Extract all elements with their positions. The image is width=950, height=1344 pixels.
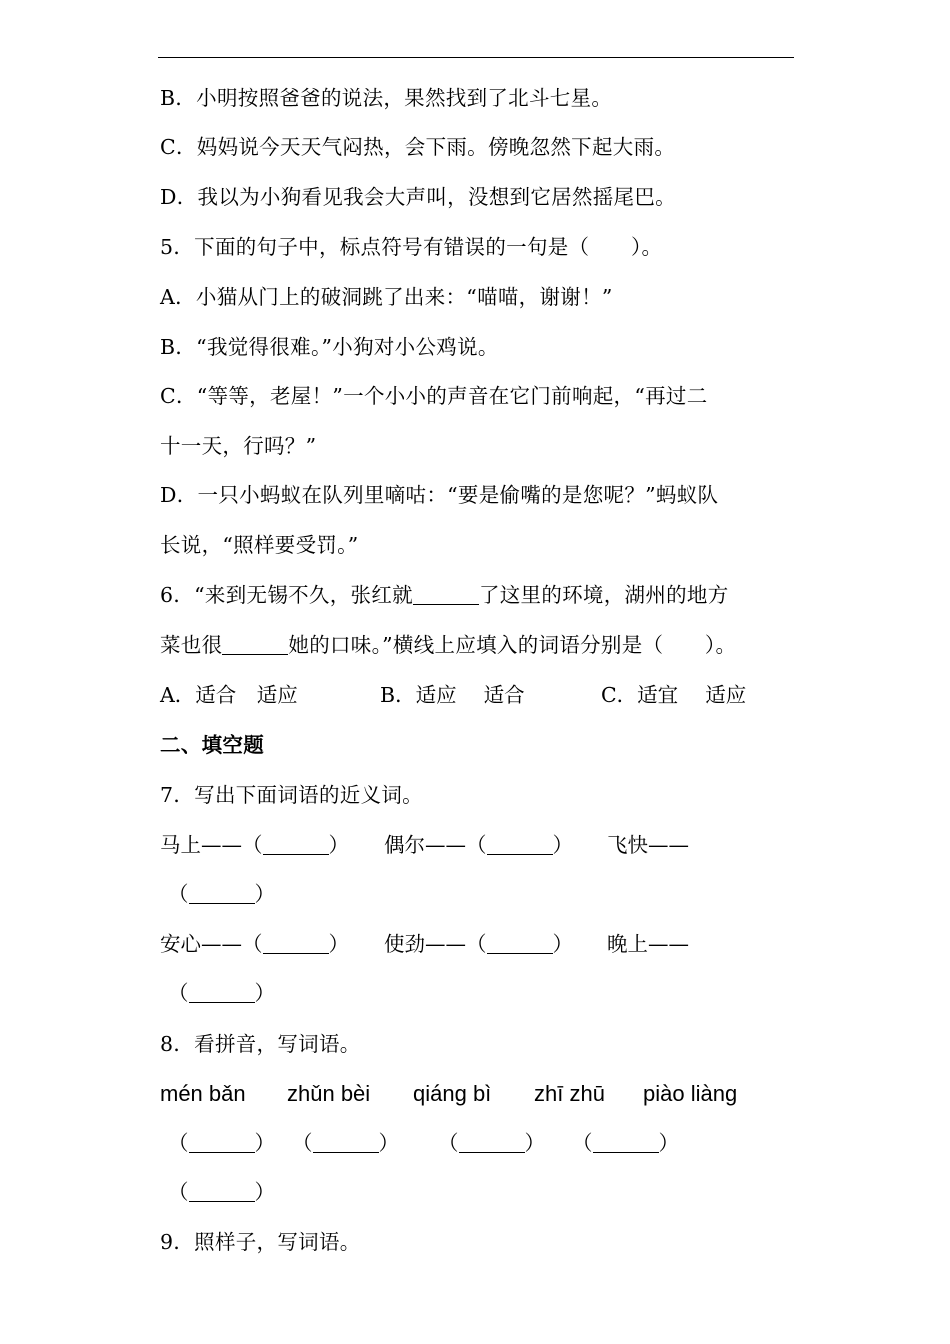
paren-open: （: [242, 932, 263, 956]
q6-line1-text-b: 了这里的环境，湖州的地方: [478, 583, 729, 607]
q8-answer-blank-5[interactable]: [189, 1181, 255, 1202]
q7-answer-blank-6[interactable]: [189, 982, 255, 1003]
q5-stem: 5．下面的句子中，标点符号有错误的一句是（ ）。: [160, 235, 663, 259]
paren-close: ）: [552, 932, 573, 956]
paren-open: （: [168, 882, 189, 906]
q8-answer-1: [168, 1130, 275, 1156]
paren-open: （: [292, 1131, 313, 1155]
q6-option-b: B．适应 适合: [380, 683, 525, 707]
q8-answer-blank-1[interactable]: [189, 1132, 255, 1153]
q7-item-1: [160, 832, 349, 858]
section-title-fill-in: 二、填空题: [160, 733, 264, 757]
q8-answer-blank-4[interactable]: [593, 1132, 659, 1153]
q5-option-a: A．小猫从门上的破洞跳了出来：“喵喵，谢谢！”: [160, 285, 613, 309]
paren-close: ）: [658, 1131, 679, 1155]
q8-answer-3: [438, 1130, 545, 1156]
paren-open: （: [466, 932, 487, 956]
q9-stem: 9．照样子，写词语。: [160, 1230, 361, 1254]
q4-option-d: D．我以为小狗看见我会大声叫，没想到它居然摇尾巴。: [160, 185, 676, 209]
q8-pinyin-3: qiáng bì: [413, 1081, 492, 1106]
q7-item-2: [384, 832, 573, 858]
q7-answer-blank-2[interactable]: [487, 834, 553, 855]
q7-answer-blank-5[interactable]: [487, 933, 553, 954]
q6-line2-text-b: 她的口味。”横线上应填入的词语分别是（ ）。: [288, 633, 737, 657]
q4-option-b: B．小明按照爸爸的说法，果然找到了北斗七星。: [160, 86, 613, 110]
q5-option-d-line1: D．一只小蚂蚁在队列里嘀咕：“要是偷嘴的是您呢？”蚂蚁队: [160, 483, 719, 507]
paren-open: （: [168, 1180, 189, 1204]
q7-item-6-answer: [168, 980, 275, 1006]
q8-answer-4: [572, 1130, 679, 1156]
q8-answer-5: [168, 1179, 275, 1205]
q6-blank-2[interactable]: [222, 634, 288, 655]
q6-line2-text-a: 菜也很: [160, 633, 223, 657]
paren-close: ）: [524, 1131, 545, 1155]
q8-answer-blank-3[interactable]: [459, 1132, 525, 1153]
paren-close: ）: [552, 833, 573, 857]
header-rule: [158, 57, 794, 58]
q7-word-4: 安心——: [160, 932, 242, 956]
q7-word-1: 马上——: [160, 833, 242, 857]
q7-word-5: 使劲——: [384, 932, 466, 956]
q7-word-6: 晚上——: [607, 932, 689, 956]
q7-answer-blank-3[interactable]: [189, 883, 255, 904]
q6-line2: [160, 632, 736, 658]
paren-close: ）: [254, 1131, 275, 1155]
q8-pinyin-5: piào liàng: [643, 1081, 738, 1106]
q6-option-a: A．适合 适应: [160, 683, 298, 707]
q7-word-2: 偶尔——: [384, 833, 466, 857]
q8-answer-blank-2[interactable]: [313, 1132, 379, 1153]
q5-option-c-line1: C．“等等，老屋！”一个小小的声音在它门前响起，“再过二: [160, 384, 708, 408]
paren-close: ）: [254, 882, 275, 906]
q7-item-5: [384, 931, 573, 957]
paren-close: ）: [378, 1131, 399, 1155]
q5-option-d-line2: 长说，“照样要受罚。”: [160, 533, 359, 557]
q4-option-c: C．妈妈说今天天气闷热，会下雨。傍晚忽然下起大雨。: [160, 135, 676, 159]
paren-close: ）: [328, 932, 349, 956]
paren-open: （: [438, 1131, 459, 1155]
q5-option-c-line2: 十一天，行吗？”: [160, 434, 317, 458]
q5-option-b: B．“我觉得很难。”小狗对小公鸡说。: [160, 335, 499, 359]
q6-option-c: C．适宜 适应: [601, 683, 747, 707]
q8-pinyin-2: zhǔn bèi: [287, 1081, 371, 1106]
q7-answer-blank-4[interactable]: [263, 933, 329, 954]
paren-open: （: [572, 1131, 593, 1155]
q7-stem: 7．写出下面词语的近义词。: [160, 783, 423, 807]
paren-open: （: [466, 833, 487, 857]
paren-open: （: [242, 833, 263, 857]
q8-pinyin-4: zhī zhū: [534, 1081, 605, 1106]
paren-open: （: [168, 1131, 189, 1155]
q8-pinyin-1: mén bǎn: [160, 1081, 246, 1106]
paren-close: ）: [254, 981, 275, 1005]
q7-word-3: 飞快——: [607, 833, 689, 857]
q6-line1-text-a: 6．“来到无锡不久，张红就: [160, 583, 413, 607]
q7-item-3-answer: [168, 881, 275, 907]
paren-close: ）: [328, 833, 349, 857]
q7-answer-blank-1[interactable]: [263, 834, 329, 855]
paren-close: ）: [254, 1180, 275, 1204]
q6-line1: [160, 582, 729, 608]
q7-item-4: [160, 931, 349, 957]
q8-stem: 8．看拼音，写词语。: [160, 1032, 361, 1056]
q6-blank-1[interactable]: [413, 584, 479, 605]
paren-open: （: [168, 981, 189, 1005]
q8-answer-2: [292, 1130, 399, 1156]
